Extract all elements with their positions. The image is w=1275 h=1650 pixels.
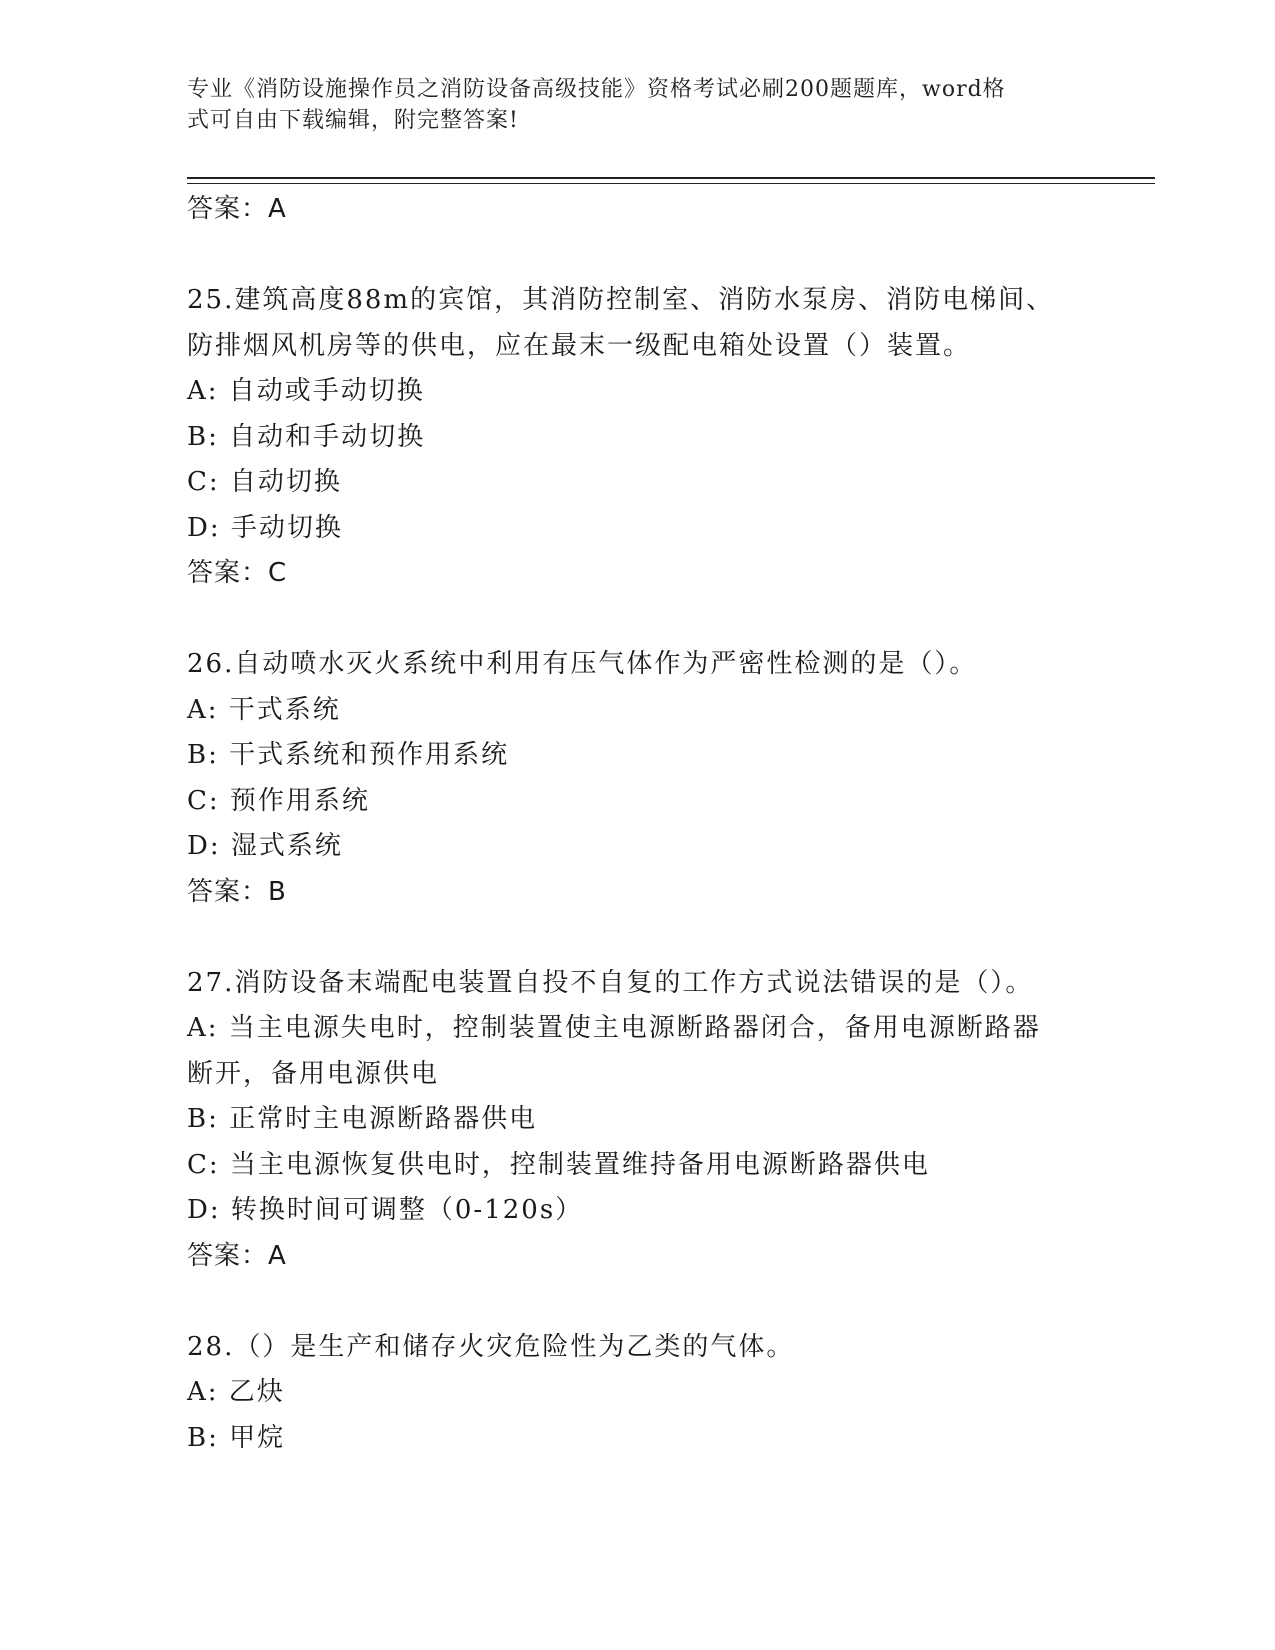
option-a: A: 乙炔 [187, 1377, 285, 1407]
question-27 [187, 961, 1087, 1280]
header-rule-thin [187, 183, 1155, 184]
option-a: A: 自动或手动切换 [187, 376, 425, 406]
question-stem: 28.（）是生产和储存火灾危险性为乙类的气体。 [187, 1331, 795, 1362]
option-b: B: 正常时主电源断路器供电 [187, 1104, 538, 1134]
question-25 [187, 278, 1087, 597]
question-stem: 防排烟风机房等的供电，应在最末一级配电箱处设置（）装置。 [187, 330, 972, 361]
header-rule-thick [187, 177, 1155, 179]
option-a-continued: 断开，备用电源供电 [187, 1058, 440, 1089]
option-b: B: 干式系统和预作用系统 [187, 740, 510, 770]
question-answer: 答案：C [187, 558, 288, 588]
question-28 [187, 1325, 1087, 1462]
document-body [187, 187, 1087, 1461]
question-stem: 27.消防设备末端配电装置自投不自复的工作方式说法错误的是（）。 [187, 967, 1034, 998]
header-line-2: 式可自由下载编辑，附完整答案! [187, 108, 519, 133]
option-a: A: 当主电源失电时，控制装置使主电源断路器闭合，备用电源断路器 [187, 1013, 1041, 1043]
question-stem: 26.自动喷水灭火系统中利用有压气体作为严密性检测的是（）。 [187, 649, 978, 679]
option-b: B: 自动和手动切换 [187, 421, 426, 452]
question-stem: 25.建筑高度88m的宾馆，其消防控制室、消防水泵房、消防电梯间、 [187, 285, 1055, 315]
previous-answer: 答案：A [187, 194, 287, 224]
option-a: A: 干式系统 [187, 694, 341, 725]
option-d: D: 手动切换 [187, 512, 343, 543]
question-answer: 答案：A [187, 1240, 287, 1271]
option-c: C: 自动切换 [187, 467, 342, 497]
option-c: C: 预作用系统 [187, 785, 370, 816]
option-d: D: 湿式系统 [187, 831, 343, 861]
option-b: B: 甲烷 [187, 1422, 286, 1453]
document-header [187, 74, 1067, 136]
header-line-1: 专业《消防设施操作员之消防设备高级技能》资格考试必刷200题题库，word格 [187, 77, 1006, 102]
question-answer: 答案：B [187, 876, 287, 907]
question-26 [187, 642, 1087, 915]
option-d: D: 转换时间可调整（0-120s） [187, 1195, 584, 1225]
option-c: C: 当主电源恢复供电时，控制装置维持备用电源断路器供电 [187, 1149, 930, 1180]
